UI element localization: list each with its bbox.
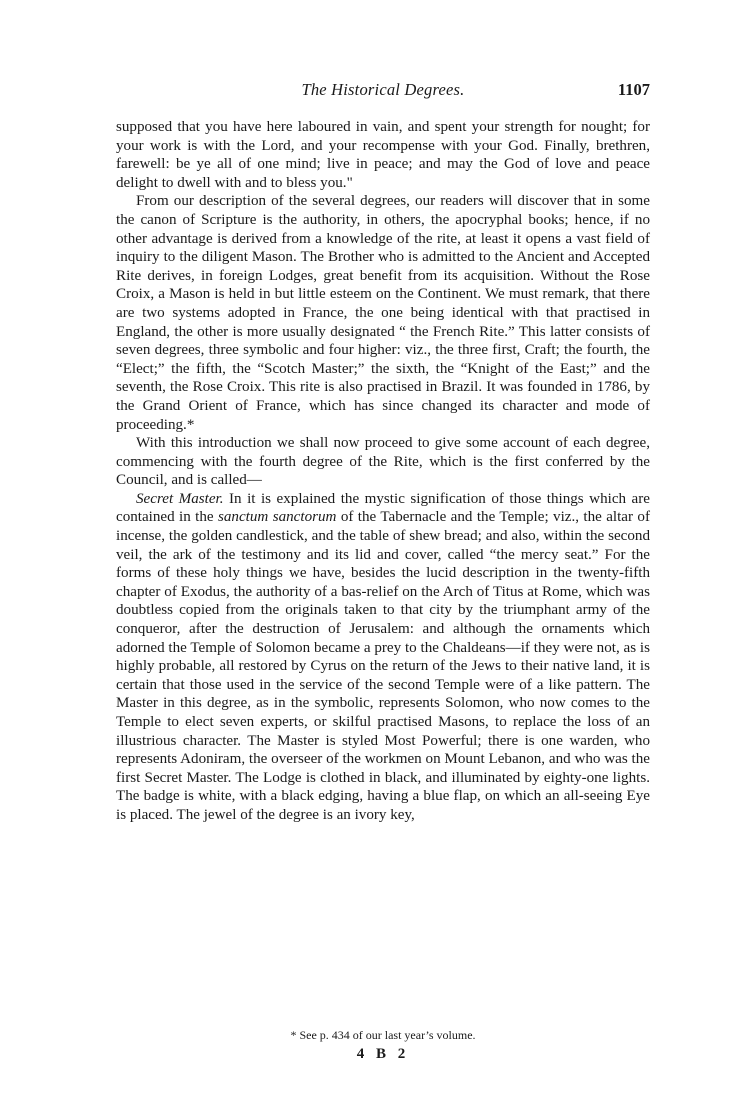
running-head	[116, 80, 650, 104]
body-text	[116, 118, 650, 825]
secret-master-text-a: In it is explained the mystic signification of those things which are contained in the	[116, 490, 650, 526]
paragraph-secret-master	[116, 490, 650, 825]
signature-mark: 4 B 2	[356, 1046, 410, 1062]
secret-master-text-b: of the Tabernacle and the Temple; viz., the altar of incense, the golden candlestick, and the table of shew bread; and also, within the second veil, the ark of the testimony and its lid and cover, called “the mercy seat.” For the forms of these holy things we have, besides the lucid description in the twenty-fifth chapter of Exodus, the authority of a bas-relief on the Arch of Titus at Rome, which was doubtless copied from the originals taken to that city by the triumphant army of the conqueror, after the destruction of Jerusalem: and although the ornaments which adorned the Temple of Solomon became a prey to the Chaldeans—if they were not, as is highly probable, all restored by Cyrus on the return of the Jews to their native land, it is certain that those used in the service of the second Temple were of a like pattern. The Master in this degree, as in the symbolic, represents Solomon, who now comes to the Temple to elect seven experts, or skilful practised Masons, to replace the loss of an illustrious character. The Master is styled Most Powerful; there is one warden, who represents Adoniram, the overseer of the workmen on Mount Lebanon, and who was the first Secret Master. The Lodge is clothed in black, and illuminated by eighty-one lights. The badge is white, with a black edging, having a blue flap, on which an all-seeing Eye is placed. The jewel of the degree is an ivory key,	[116, 509, 650, 823]
footnote: * See p. 434 of our last year’s volume.	[290, 1028, 476, 1042]
page-number: 1107	[617, 80, 650, 99]
paragraph-continuation: supposed that you have here laboured in vain, and spent your strength for nought; for your work is with the Lord, and your recompense with your God. Finally, brethren, farewell: be ye all of one mind; live in peace; and may the God of love and peace delight to dwell with and to bless you."	[116, 119, 650, 191]
sanctum-sanctorum: sanctum sanctorum	[218, 509, 337, 526]
running-title: The Historical Degrees.	[301, 80, 465, 99]
secret-master-heading: Secret Master.	[136, 490, 224, 507]
paragraph-introduction: With this introduction we shall now proceed to give some account of each degree, commencing with the fourth degree of the Rite, which is the first conferred by the Council, and is called—	[116, 435, 650, 489]
paragraph-description: From our description of the several degrees, our readers will discover that in some the canon of Scripture is the authority, in others, the apocryphal books; hence, if no other advantage is derived from a knowledge of the rite, at least it opens a vast field of inquiry to the diligent Mason. The Brother who is admitted to the Ancient and Accepted Rite derives, in foreign Lodges, great benefit from its acquisition. Without the Rose Croix, a Mason is held in but little esteem on the Continent. We must remark, that there are two systems adopted in France, the one being identical with that practised in England, the other is more usually designated “ the French Rite.” This latter consists of seven degrees, three symbolic and four higher: viz., the three first, Craft; the fourth, the “Elect;” the fifth, the “Scotch Master;” the sixth, the “Knight of the East;” and the seventh, the Rose Croix. This rite is also practised in Brazil. It was founded in 1786, by the Grand Orient of France, which has since changed its character and mode of proceeding.*	[116, 193, 650, 433]
